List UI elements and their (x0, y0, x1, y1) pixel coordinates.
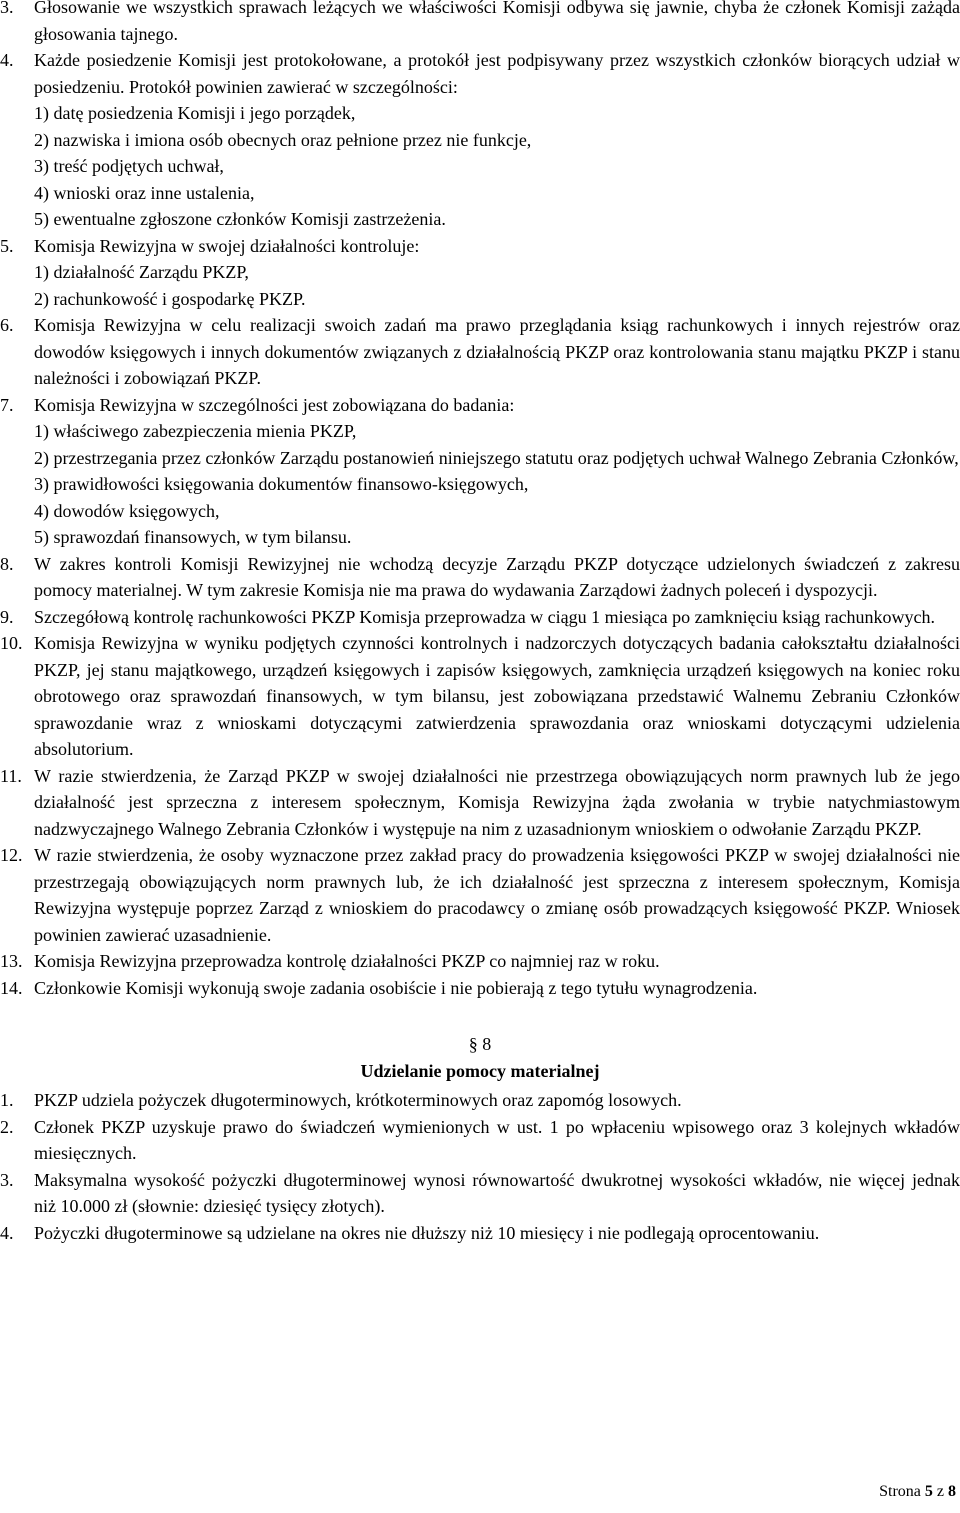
list-item-9 (0, 604, 960, 631)
sub-item: 3) treść podjętych uchwał, (34, 156, 224, 176)
list-item-5 (0, 233, 960, 313)
list-item-13 (0, 948, 960, 975)
item-number: 7. (0, 394, 14, 415)
item-number: 14. (0, 977, 23, 998)
item-text: Komisja Rewizyjna w swojej działalności kontroluje: (34, 235, 420, 256)
item-text: Komisja Rewizyjna w szczególności jest zobowiązana do badania: (34, 394, 515, 415)
total-pages-number: 8 (948, 1483, 956, 1500)
list-item-3 (0, 0, 960, 47)
section-title: Udzielanie pomocy materialnej (360, 1061, 600, 1081)
section-number: § 8 (468, 1034, 492, 1054)
sub-item: 3) prawidłowości księgowania dokumentów finansowo-księgowych, (34, 474, 529, 494)
item-number: 4. (0, 50, 14, 70)
list-item-7 (0, 392, 960, 551)
list-item-8 (0, 551, 960, 604)
sub-item: 4) wnioski oraz inne ustalenia, (34, 182, 255, 203)
item-number: 8. (0, 553, 14, 574)
item-text: Komisja Rewizyjna w wyniku podjętych czynności kontrolnych i nadzorczych dotyczących badania całokształtu działalności PKZP, jej stanu majątkowego, urządzeń księgowych i zapisów księgowych, zamknięcia urządzeń księgowych na koniec roku obrotowego oraz sprawozdań finansowych, w tym bilansu, jest zobowiązana przedstawić Walnemu Zebraniu Członków sprawozdanie wraz z wnioskami dotyczącymi zatwierdzenia sprawozdania oraz wnioskami dotyczącymi udzielenia absolutorium. (34, 633, 960, 759)
sub-item: 1) właściwego zabezpieczenia mienia PKZP, (34, 421, 357, 441)
item-text: W razie stwierdzenia, że Zarząd PKZP w swojej działalności nie przestrzega obowiązujących norm prawnych lub że jego działalność jest sprzeczna z interesem społecznym, Komisja Rewizyjna żąda zwołania w trybie natychmiastowym nadzwyczajnego Walnego Zebrania Członków i występuje na nim z uzasadnionym wnioskiem o odwołanie Zarządu PKZP. (34, 765, 960, 839)
footer-separator: z (932, 1483, 948, 1500)
list-item-4 (0, 47, 960, 233)
list-item-2 (0, 1114, 960, 1167)
item-text: Maksymalna wysokość pożyczki długoterminowej wynosi równowartość dwukrotnej wysokości wkładów, nie więcej jednak niż 10.000 zł (słownie: dziesięć tysięcy złotych). (34, 1169, 960, 1216)
sub-item: 5) sprawozdań finansowych, w tym bilansu. (34, 527, 352, 547)
item-text: Komisja Rewizyjna przeprowadza kontrolę działalności PKZP co najmniej raz w roku. (34, 951, 660, 971)
item-number: 10. (0, 633, 23, 653)
list-item-1 (0, 1087, 960, 1114)
item-number: 13. (0, 951, 23, 971)
sub-item: 5) ewentualne zgłoszone członków Komisji zastrzeżenia. (34, 209, 446, 229)
current-page-number: 5 (924, 1483, 933, 1500)
sub-item: 1) datę posiedzenia Komisji i jego porządek, (34, 103, 356, 123)
item-number: 3. (0, 0, 14, 17)
list-item-14 (0, 975, 960, 1002)
sub-item: 2) rachunkowość i gospodarkę PKZP. (34, 288, 306, 309)
list-item-12 (0, 842, 960, 948)
item-text: Każde posiedzenie Komisji jest protokołowane, a protokół jest podpisywany przez wszystkich członków biorących udział w posiedzeniu. Protokół powinien zawierać w szczególności: (34, 50, 960, 97)
item-text: Członek PKZP uzyskuje prawo do świadczeń wymienionych w ust. 1 po wpłaceniu wpisowego oraz 3 kolejnych wkładów miesięcznych. (34, 1116, 960, 1163)
item-text: Pożyczki długoterminowe są udzielane na okres nie dłuższy niż 10 miesięcy i nie podlegają oprocentowaniu. (34, 1222, 820, 1243)
item-number: 9. (0, 606, 14, 627)
item-text: W razie stwierdzenia, że osoby wyznaczone przez zakład pracy do prowadzenia księgowości PKZP w swojej działalności nie przestrzegają obowiązujących norm prawnych lub, że ich działalność jest sprzeczna z interesem społecznym, Komisja Rewizyjna występuje poprzez Zarząd z wnioskiem do pracodawcy o zmianę osób prowadzących księgowość PKZP. Wniosek powinien zawierać uzasadnienie. (34, 845, 960, 945)
item-text: Głosowanie we wszystkich sprawach leżących we właściwości Komisji odbywa się jawnie, chyba że członek Komisji zażąda głosowania tajnego. (34, 0, 960, 44)
sub-item: 1) działalność Zarządu PKZP, (34, 262, 249, 282)
list-item-3 (0, 1167, 960, 1220)
list-item-11 (0, 763, 960, 843)
item-number: 3. (0, 1169, 14, 1190)
item-number: 6. (0, 315, 14, 335)
footer-prefix: Strona (879, 1483, 925, 1500)
sub-item: 4) dowodów księgowych, (34, 500, 220, 521)
item-number: 5. (0, 235, 14, 256)
item-number: 12. (0, 845, 23, 865)
sub-item: 2) nazwiska i imiona osób obecnych oraz pełnione przez nie funkcje, (34, 129, 532, 150)
item-number: 1. (0, 1090, 14, 1110)
section-heading (0, 1031, 960, 1085)
item-number: 11. (0, 765, 22, 786)
list-item-4 (0, 1220, 960, 1247)
item-body (34, 233, 960, 313)
sub-item: 2) przestrzegania przez członków Zarządu postanowień niniejszego statutu oraz podjętych uchwał Walnego Zebrania Członków, (34, 447, 959, 468)
list-item-10 (0, 630, 960, 763)
statute-list-b (0, 1087, 960, 1246)
item-body (34, 392, 960, 551)
list-item-6 (0, 312, 960, 392)
item-text: Szczegółową kontrolę rachunkowości PKZP Komisja przeprowadza w ciągu 1 miesiąca po zamknięciu ksiąg rachunkowych. (34, 606, 936, 627)
item-text: Komisja Rewizyjna w celu realizacji swoich zadań ma prawo przeglądania ksiąg rachunkowych i innych rejestrów oraz dowodów księgowych i innych dokumentów związanych z działalnością PKZP oraz kontrolowania stanu majątku PKZP i stanu należności i zobowiązań PKZP. (34, 315, 960, 388)
page-footer (879, 1482, 956, 1502)
item-number: 4. (0, 1222, 14, 1243)
item-body (34, 47, 960, 233)
item-number: 2. (0, 1116, 14, 1137)
item-text: PKZP udziela pożyczek długoterminowych, krótkoterminowych oraz zapomóg losowych. (34, 1090, 682, 1110)
item-text: W zakres kontroli Komisji Rewizyjnej nie wchodzą decyzje Zarządu PKZP dotyczące udzielonych świadczeń z zakresu pomocy materialnej. W tym zakresie Komisja nie ma prawa do wydawania Zarządowi żadnych poleceń i dyspozycji. (34, 553, 960, 600)
item-text: Członkowie Komisji wykonują swoje zadania osobiście i nie pobierają z tego tytułu wynagrodzenia. (34, 977, 758, 998)
